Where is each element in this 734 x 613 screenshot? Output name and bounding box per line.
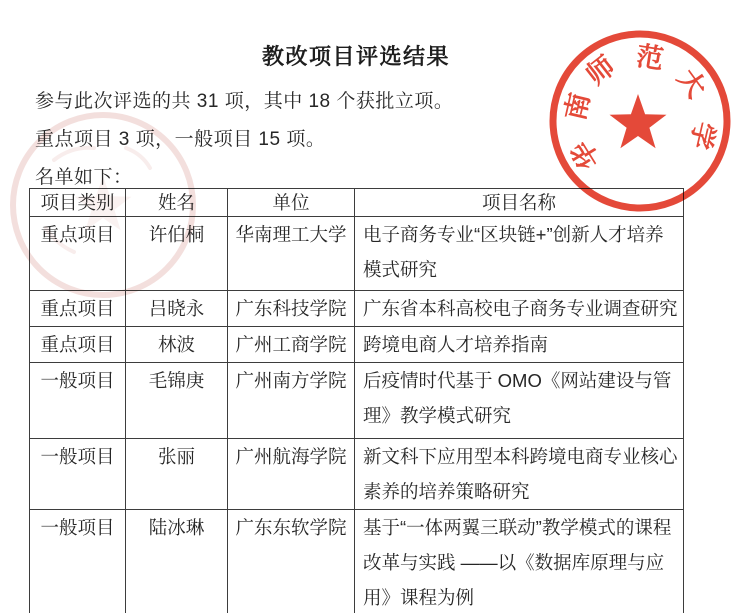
results-table xyxy=(29,188,684,613)
header-category: 项目类别 xyxy=(30,189,126,217)
cell-category: 一般项目 xyxy=(30,510,126,613)
cell-unit: 华南理工大学 xyxy=(228,217,355,291)
summary-line-breakdown: 重点项目 3 项，一般项目 15 项。 xyxy=(35,129,326,150)
header-unit: 单位 xyxy=(228,189,355,217)
cell-project: 电子商务专业“区块链+”创新人才培养模式研究 xyxy=(355,217,684,291)
cell-name: 张丽 xyxy=(126,439,228,510)
cell-name: 许伯桐 xyxy=(126,217,228,291)
seal-character: 南 xyxy=(559,90,596,124)
star-icon xyxy=(610,94,667,148)
seal-character: 学 xyxy=(684,118,721,152)
cell-project: 跨境电商人才培养指南 xyxy=(355,327,684,363)
header-project: 项目名称 xyxy=(355,189,684,217)
seal-text-arc xyxy=(560,41,720,174)
seal-character: 大 xyxy=(671,63,712,104)
cell-category: 重点项目 xyxy=(30,291,126,327)
seal-ring xyxy=(553,34,727,208)
cell-unit: 广东科技学院 xyxy=(228,291,355,327)
seal-character: 华 xyxy=(565,135,606,175)
header-name: 姓名 xyxy=(126,189,228,217)
list-intro: 名单如下： xyxy=(35,167,133,188)
table-row xyxy=(30,439,684,510)
cell-project: 广东省本科高校电子商务专业调查研究 xyxy=(355,291,684,327)
cell-category: 重点项目 xyxy=(30,327,126,363)
seal-character: 范 xyxy=(634,40,666,75)
cell-unit: 广州工商学院 xyxy=(228,327,355,363)
cell-name: 吕晓永 xyxy=(126,291,228,327)
cell-project: 基于“一体两翼三联动”教学模式的课程改革与实践 ——以《数据库原理与应用》课程为例 xyxy=(355,510,684,613)
table-row xyxy=(30,510,684,613)
seal-character: 师 xyxy=(580,50,621,91)
cell-project: 新文科下应用型本科跨境电商专业核心素养的培养策略研究 xyxy=(355,439,684,510)
table-header-row xyxy=(30,189,684,217)
cell-unit: 广州航海学院 xyxy=(228,439,355,510)
cell-category: 重点项目 xyxy=(30,217,126,291)
cell-name: 毛锦庚 xyxy=(126,363,228,439)
table-row xyxy=(30,327,684,363)
page-title: 教改项目评选结果 xyxy=(262,44,451,69)
cell-name: 陆冰琳 xyxy=(126,510,228,613)
table-row xyxy=(30,363,684,439)
cell-unit: 广州南方学院 xyxy=(228,363,355,439)
table-row xyxy=(30,217,684,291)
cell-category: 一般项目 xyxy=(30,439,126,510)
summary-line-total: 参与此次评选的共 31 项，其中 18 个获批立项。 xyxy=(35,91,454,112)
cell-category: 一般项目 xyxy=(30,363,126,439)
cell-unit: 广东东软学院 xyxy=(228,510,355,613)
cell-project: 后疫情时代基于 OMO《网站建设与管理》教学模式研究 xyxy=(355,363,684,439)
table-row xyxy=(30,291,684,327)
cell-name: 林波 xyxy=(126,327,228,363)
